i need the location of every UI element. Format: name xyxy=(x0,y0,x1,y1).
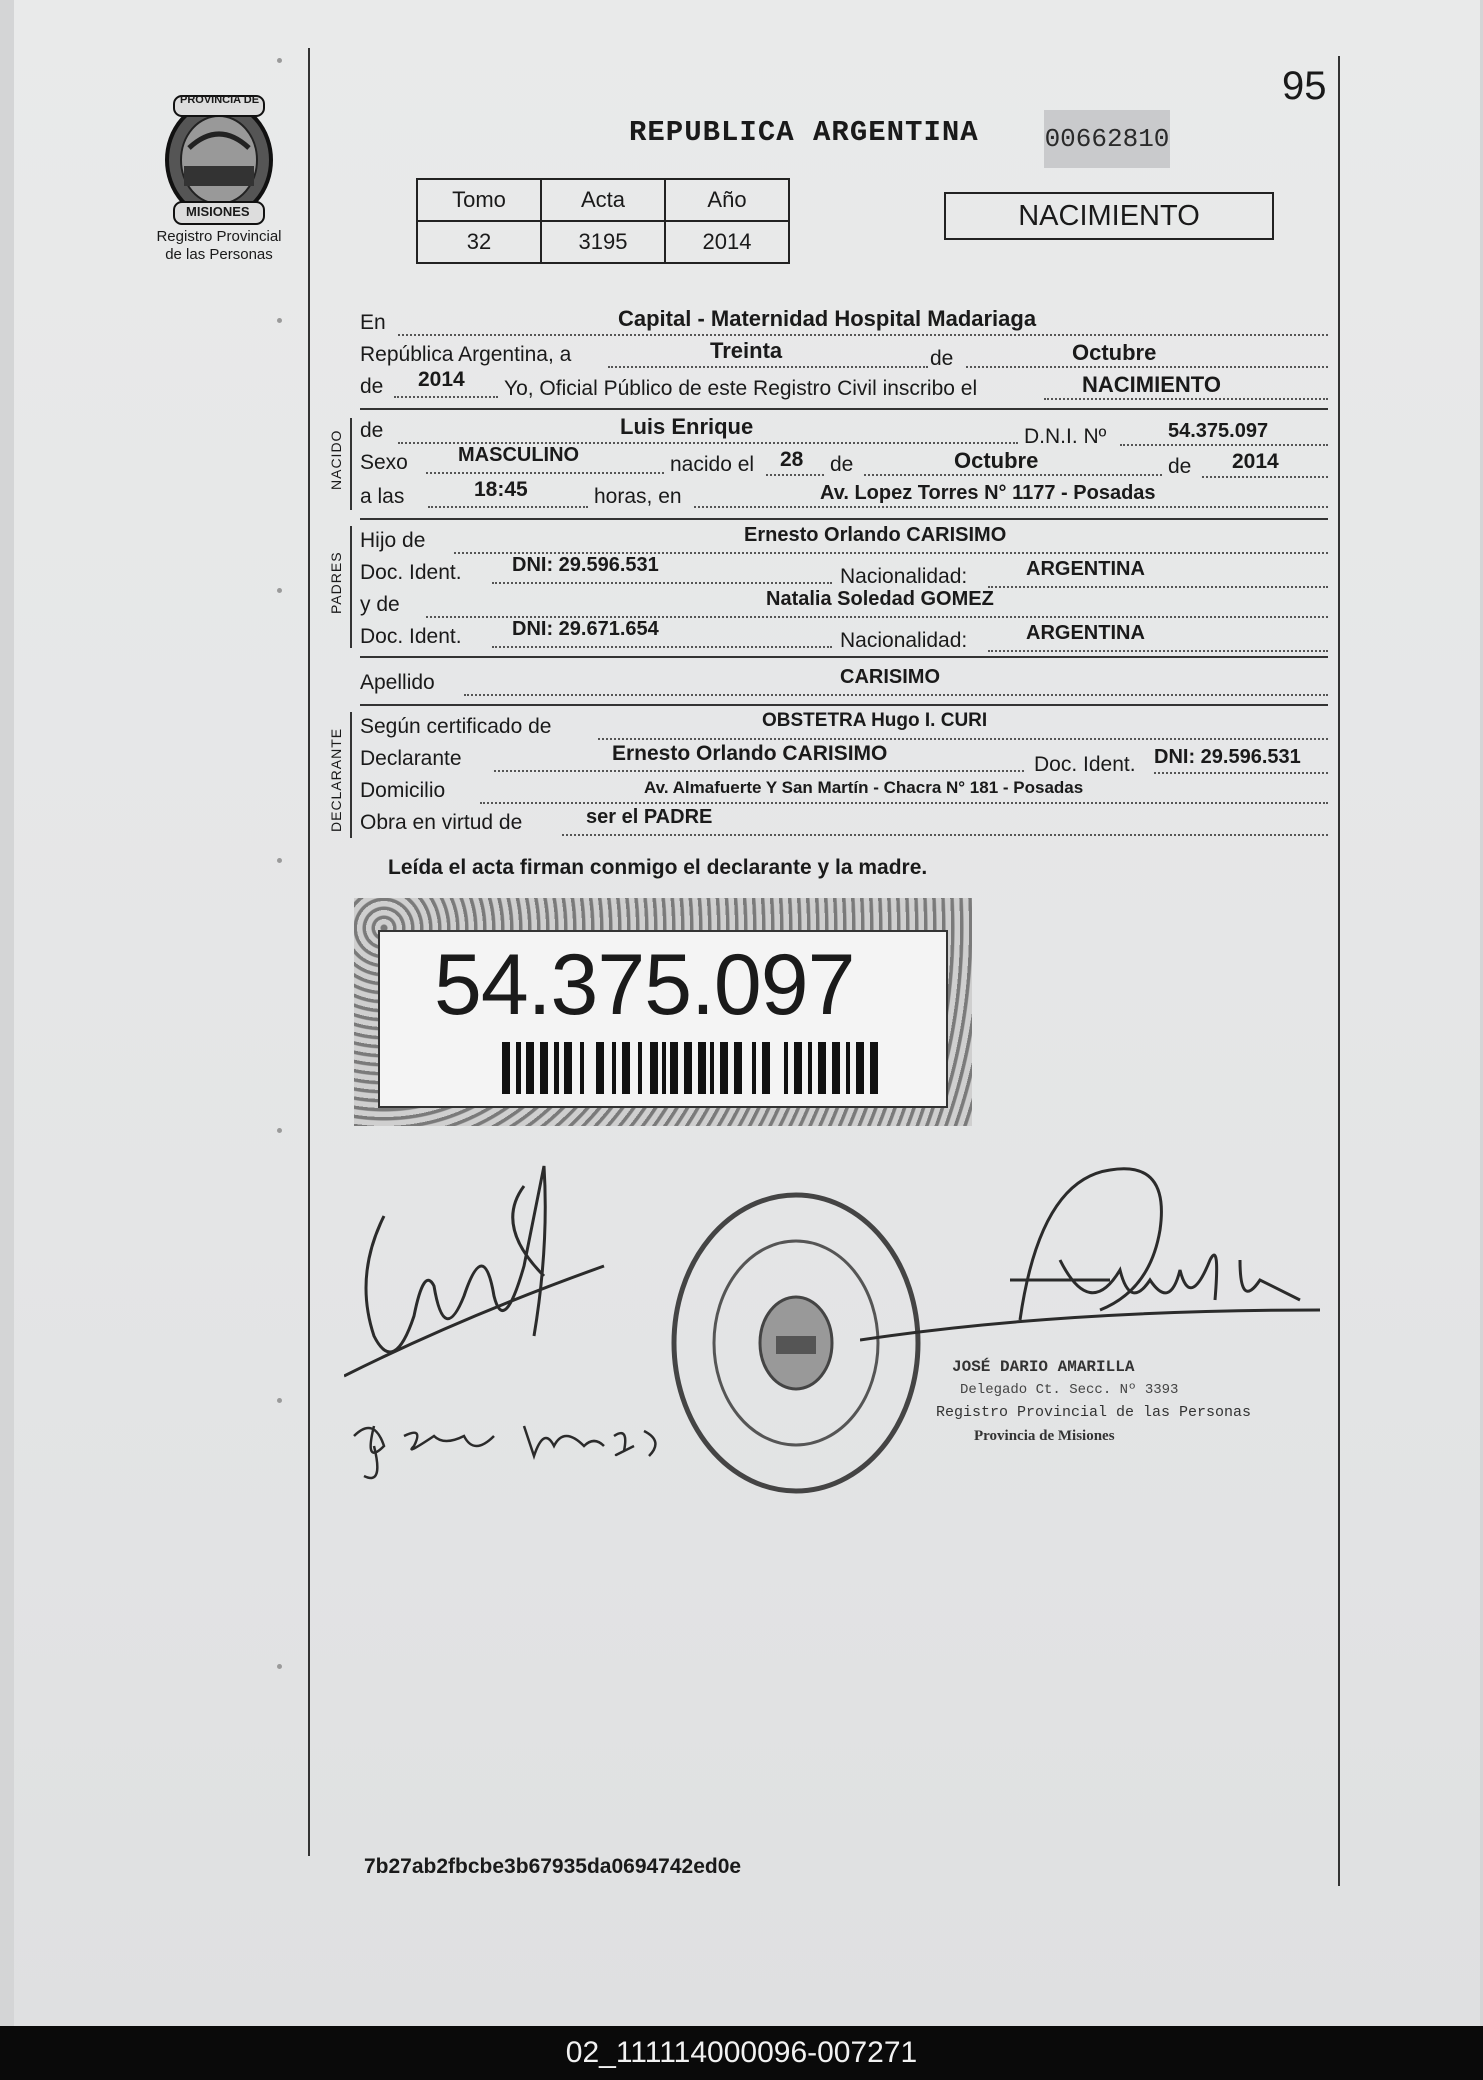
value-madre-doc: DNI: 29.671.654 xyxy=(512,618,659,640)
label-de-mes: de xyxy=(930,347,954,370)
value-madre-nac: ARGENTINA xyxy=(1026,622,1145,644)
value-padre: Ernesto Orlando CARISIMO xyxy=(744,524,1007,546)
closing-statement: Leída el acta firman conmigo el declarante y la madre. xyxy=(388,856,928,879)
registry-label-line2: de las Personas xyxy=(165,246,273,263)
value-declarante: Ernesto Orlando CARISIMO xyxy=(612,742,888,765)
tomo-header: Tomo xyxy=(417,179,541,221)
label-dni: D.N.I. Nº xyxy=(1024,425,1107,448)
value-nacido-mes: Octubre xyxy=(954,448,1039,473)
official-name: JOSÉ DARIO AMARILLA xyxy=(952,1358,1135,1376)
label-padre-nac: Nacionalidad: xyxy=(840,565,968,588)
label-horas-en: horas, en xyxy=(594,485,682,508)
page-number: 95 xyxy=(1282,64,1327,108)
official-province: Provincia de Misiones xyxy=(974,1428,1115,1444)
barcode-label xyxy=(354,898,972,1126)
label-padre-doc: Doc. Ident. xyxy=(360,561,462,584)
label-y-de: y de xyxy=(360,593,400,616)
label-madre-nac: Nacionalidad: xyxy=(840,629,968,652)
crest-bottom-text: MISIONES xyxy=(186,204,250,219)
value-padre-nac: ARGENTINA xyxy=(1026,558,1145,580)
label-declarante: Declarante xyxy=(360,747,462,770)
official-title: Delegado Ct. Secc. Nº 3393 xyxy=(960,1382,1179,1398)
value-dia-letras: Treinta xyxy=(710,338,783,363)
label-sexo: Sexo xyxy=(360,451,408,474)
record-table xyxy=(416,178,790,264)
value-madre: Natalia Soledad GOMEZ xyxy=(766,588,994,610)
mother-signature-text xyxy=(354,1420,617,1455)
label-apellido: Apellido xyxy=(360,671,435,694)
label-republica: República Argentina, a xyxy=(360,343,572,366)
label-segun: Según certificado de xyxy=(360,715,552,738)
registry-label xyxy=(134,228,304,264)
official-office: Registro Provincial de las Personas xyxy=(936,1404,1252,1421)
label-hijo-de: Hijo de xyxy=(360,529,426,552)
label-madre-doc: Doc. Ident. xyxy=(360,625,462,648)
value-direccion-nac: Av. Lopez Torres N° 1177 - Posadas xyxy=(820,482,1156,504)
value-hora: 18:45 xyxy=(474,478,528,501)
document-hash: 7b27ab2fbcbe3b67935da0694742ed0e xyxy=(364,1855,742,1878)
label-declarante-doc: Doc. Ident. xyxy=(1034,753,1136,776)
tomo-value: 32 xyxy=(417,221,541,263)
value-nacido-anio: 2014 xyxy=(1232,450,1279,473)
anio-header: Año xyxy=(665,179,789,221)
value-obra: ser el PADRE xyxy=(586,806,713,828)
value-anio: 2014 xyxy=(418,368,465,391)
label-yo: Yo, Oficial Público de este Registro Civil inscribo el xyxy=(504,377,978,400)
value-declarante-doc: DNI: 29.596.531 xyxy=(1154,746,1301,768)
value-mes: Octubre xyxy=(1072,340,1157,365)
value-padre-doc: DNI: 29.596.531 xyxy=(512,554,659,576)
label-de-nac-mes: de xyxy=(830,453,854,476)
official-signature xyxy=(860,1160,1330,1350)
crest-top-text: PROVINCIA DE xyxy=(180,94,260,106)
barcode-number: 54.375.097 xyxy=(434,937,855,1033)
anio-value: 2014 xyxy=(665,221,789,263)
value-certificado: OBSTETRA Hugo I. CURI xyxy=(762,710,988,731)
value-apellido: CARISIMO xyxy=(840,666,940,688)
acta-header: Acta xyxy=(541,179,665,221)
value-dni: 54.375.097 xyxy=(1168,420,1269,442)
label-a-las: a las xyxy=(360,485,405,508)
value-acto: NACIMIENTO xyxy=(1082,372,1221,397)
value-domicilio: Av. Almafuerte Y San Martín - Chacra N° 181 - Posadas xyxy=(644,778,1084,797)
record-type-box: NACIMIENTO xyxy=(944,192,1274,240)
left-margin-line xyxy=(308,48,310,1856)
label-de-anio: de xyxy=(360,375,384,398)
barcode-bars xyxy=(502,1042,878,1094)
value-sexo: MASCULINO xyxy=(458,444,580,466)
acta-value: 3195 xyxy=(541,221,665,263)
right-margin-line xyxy=(1338,56,1340,1886)
barcode-inner xyxy=(378,930,948,1108)
label-domicilio: Domicilio xyxy=(360,779,446,802)
label-en: En xyxy=(360,311,386,334)
label-nacido-el: nacido el xyxy=(670,453,755,476)
document-sheet xyxy=(14,0,1480,2026)
section-declarante: DECLARANTE xyxy=(328,727,344,832)
registry-label-line1: Registro Provincial xyxy=(156,228,282,245)
section-padres: PADRES xyxy=(328,551,344,614)
serial-number: 00662810 xyxy=(1044,110,1170,168)
value-nombre: Luis Enrique xyxy=(620,414,754,439)
value-lugar: Capital - Maternidad Hospital Madariaga xyxy=(618,306,1037,331)
section-nacido: NACIDO xyxy=(328,429,344,490)
label-de-nac-anio: de xyxy=(1168,455,1192,478)
footer-id: 02_111114000096-007271 xyxy=(565,2036,918,2069)
record-table-value-row xyxy=(417,221,789,263)
footer-id-bar xyxy=(0,2026,1483,2080)
declarante-signature xyxy=(344,1126,614,1396)
label-de-nombre: de xyxy=(360,419,384,442)
value-nacido-dia: 28 xyxy=(780,448,804,471)
country-title: REPUBLICA ARGENTINA xyxy=(629,116,979,149)
label-obra: Obra en virtud de xyxy=(360,811,523,834)
record-table-header-row xyxy=(417,179,789,221)
